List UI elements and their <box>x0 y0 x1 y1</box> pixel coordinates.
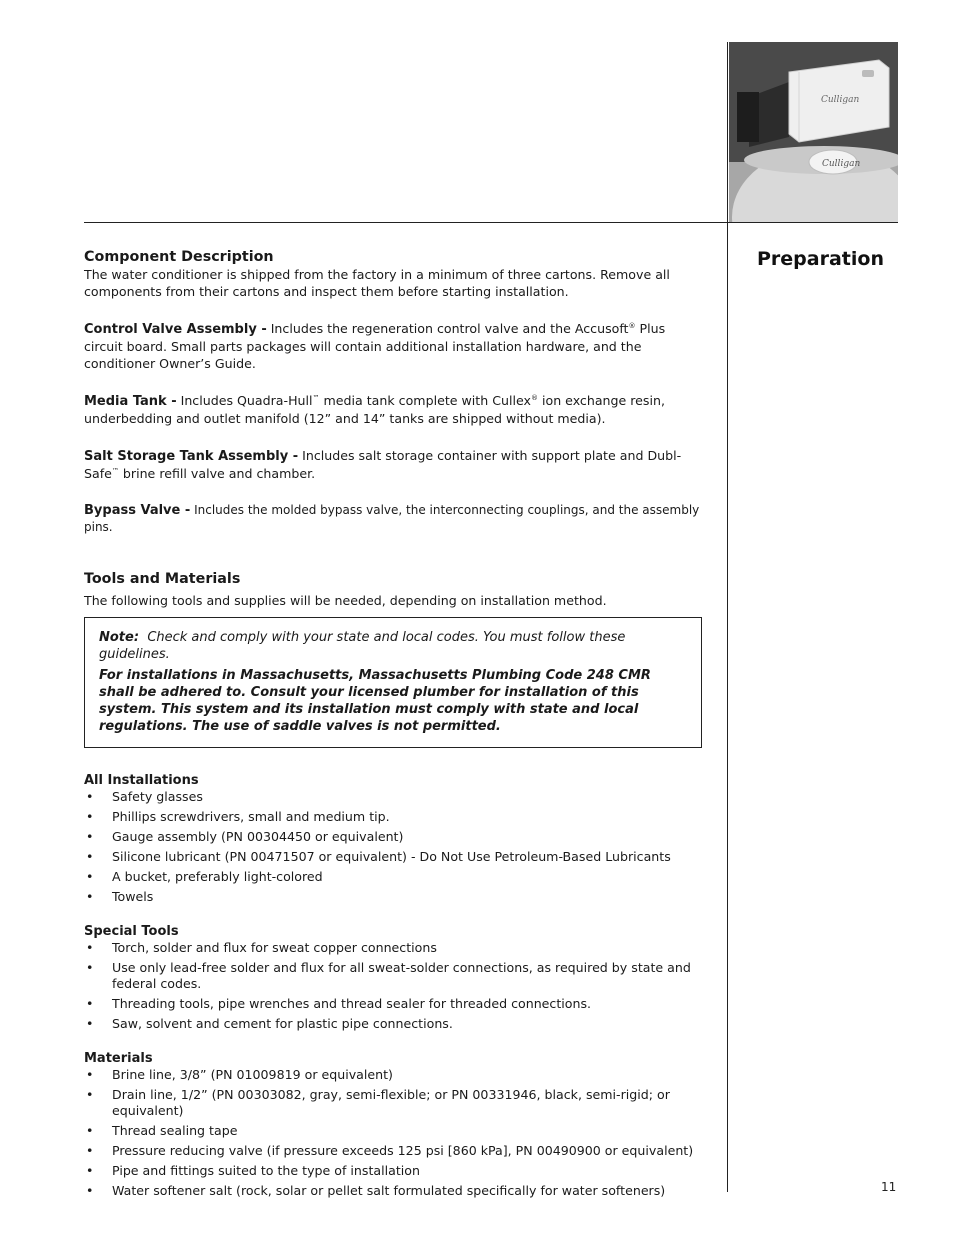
note-box <box>84 617 702 748</box>
media-tank-text-a: Includes Quadra-Hull <box>176 393 313 408</box>
registered-mark: ® <box>530 394 538 402</box>
list-item: • Torch, solder and flux for sweat copper connections <box>84 940 706 956</box>
all-installations-list <box>84 789 706 905</box>
trademark: ™ <box>312 394 320 402</box>
vertical-rule <box>727 42 728 1192</box>
list-item: • Safety glasses <box>84 789 706 805</box>
list-item: • Saw, solvent and cement for plastic pipe connections. <box>84 1016 706 1032</box>
tools-heading: Tools and Materials <box>84 571 241 587</box>
culligan-logo-valve: Culligan <box>821 95 860 105</box>
note-label: Note: <box>99 630 140 645</box>
main-content <box>84 248 706 1217</box>
tools-intro: The following tools and supplies will be needed, depending on installation method. <box>84 593 607 608</box>
page-number: 11 <box>881 1180 897 1194</box>
section-title: Preparation <box>757 248 884 270</box>
list-item: • Silicone lubricant (PN 00471507 or equivalent) - Do Not Use Petroleum-Based Lubricants <box>84 849 706 865</box>
special-tools-heading: Special Tools <box>84 924 179 939</box>
list-item: • Pressure reducing valve (if pressure exceeds 125 psi [860 kPa], PN 00490900 or equivalent) <box>84 1143 706 1159</box>
control-valve-paragraph <box>84 320 706 372</box>
media-tank-text-c: ion exchange resin, underbedding and outlet manifold (12” and 14” tanks are shipped without media). <box>84 393 665 426</box>
list-item: • Brine line, 3/8” (PN 01009819 or equivalent) <box>84 1067 706 1083</box>
media-tank-label: Media Tank - <box>84 394 177 409</box>
materials-heading: Materials <box>84 1051 153 1066</box>
component-description-heading: Component Description <box>84 249 274 265</box>
list-item: • A bucket, preferably light-colored <box>84 869 706 885</box>
list-item: • Drain line, 1/2” (PN 00303082, gray, semi-flexible; or PN 00331946, black, semi-rigid; or equivalent) <box>84 1087 706 1119</box>
bypass-paragraph <box>84 502 706 536</box>
list-item: • Pipe and fittings suited to the type of installation <box>84 1163 706 1179</box>
media-tank-paragraph <box>84 392 706 427</box>
list-item: • Phillips screwdrivers, small and medium tip. <box>84 809 706 825</box>
salt-tank-paragraph <box>84 447 706 482</box>
trademark: ™ <box>111 467 119 475</box>
list-item: • Towels <box>84 889 706 905</box>
all-installations-heading: All Installations <box>84 773 199 788</box>
control-valve-text-b: Plus circuit board. Small parts packages will contain additional installation hardware, and the conditioner Owner’s Guide. <box>84 321 666 371</box>
control-valve-label: Control Valve Assembly - <box>84 322 267 337</box>
list-item: • Use only lead-free solder and flux for all sweat-solder connections, as required by state and federal codes. <box>84 960 706 992</box>
list-item: • Water softener salt (rock, solar or pellet salt formulated specifically for water softeners) <box>84 1183 706 1199</box>
horizontal-rule <box>84 222 898 223</box>
product-photo <box>729 42 898 222</box>
note-line <box>99 629 689 663</box>
media-tank-text-b: media tank complete with Cullex <box>319 393 531 408</box>
bypass-text: Includes the molded bypass valve, the interconnecting couplings, and the assembly pins. <box>84 503 700 534</box>
registered-mark: ® <box>628 322 636 330</box>
salt-tank-text-b: brine refill valve and chamber. <box>118 466 316 481</box>
materials-list <box>84 1067 706 1199</box>
component-intro: The water conditioner is shipped from the factory in a minimum of three cartons. Remove all components from their cartons and inspect them before starting installation. <box>84 267 670 299</box>
list-item: • Thread sealing tape <box>84 1123 706 1139</box>
salt-tank-text-a: Includes salt storage container with support plate and Dubl-Safe <box>84 448 682 481</box>
massachusetts-note: For installations in Massachusetts, Massachusetts Plumbing Code 248 CMR shall be adhered to. Consult your licensed plumber for installation of this system. This system and its installation must comply with state and local regulations. The use of saddle valves is not permitted. <box>99 668 651 734</box>
note-text: Check and comply with your state and local codes. You must follow these guidelines. <box>99 630 626 662</box>
control-valve-text-a: Includes the regeneration control valve and the Accusoft <box>266 321 629 336</box>
list-item: • Threading tools, pipe wrenches and thread sealer for threaded connections. <box>84 996 706 1012</box>
list-item: • Gauge assembly (PN 00304450 or equivalent) <box>84 829 706 845</box>
culligan-logo-tank: Culligan <box>822 159 861 169</box>
special-tools-list <box>84 940 706 1032</box>
salt-tank-label: Salt Storage Tank Assembly - <box>84 449 299 464</box>
bypass-label: Bypass Valve - <box>84 503 191 518</box>
